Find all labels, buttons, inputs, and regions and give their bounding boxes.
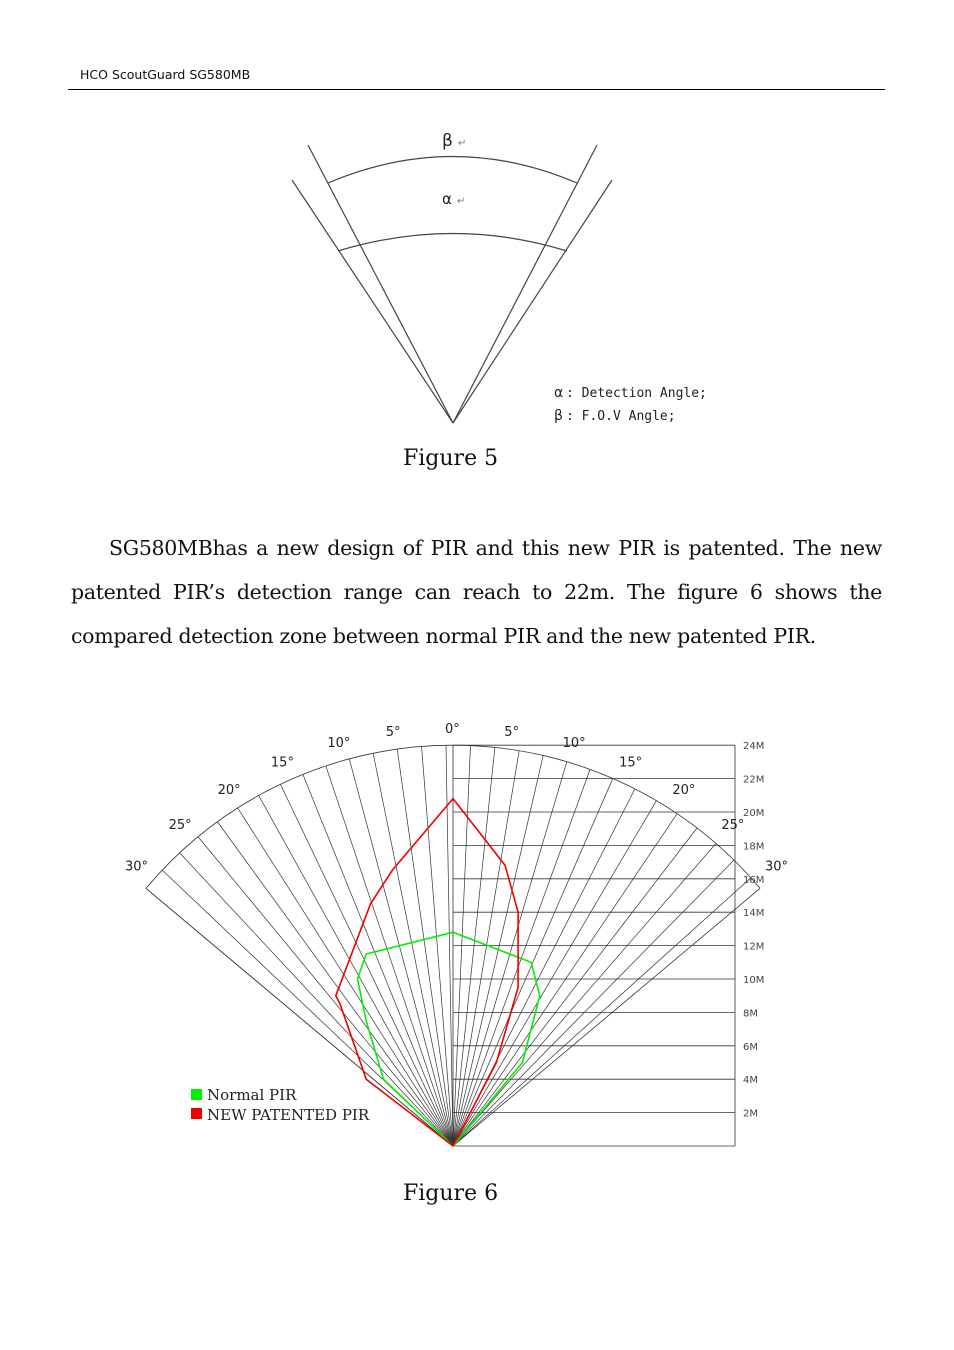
angle-label: 5° [504,724,519,740]
alpha-return-mark: ↵ [457,196,466,207]
radial-line [280,784,453,1146]
radial-line [453,751,519,1146]
angle-label: 25° [168,817,192,833]
angle-label: 15° [619,755,643,771]
angle-label: 25° [721,817,745,833]
alpha-symbol: α [442,190,452,208]
detection-left-line [308,145,453,423]
distance-label: 8M [743,1008,758,1020]
angle-label: 15° [270,755,294,771]
legend-beta-symbol: β [554,408,563,424]
distance-label: 12M [743,941,765,953]
distance-label: 24M [743,741,765,753]
radial-line [303,774,453,1146]
beta-symbol: β [442,131,453,151]
inner-arc [338,234,567,252]
header-title: HCO ScoutGuard SG580MB [80,67,251,82]
radial-line [453,814,677,1146]
detection-right-line [453,145,597,423]
distance-label: 16M [743,874,765,886]
radial-line [453,844,716,1146]
distance-label: 2M [743,1108,758,1120]
legend-label-patented: NEW PATENTED PIR [207,1106,370,1124]
distance-label: 10M [743,975,765,986]
figure-5-caption: Figure 5 [403,446,499,471]
angle-label: 20° [672,782,696,798]
series-patented-pir [336,799,518,1146]
radial-line [453,778,613,1146]
legend-beta-text: : F.O.V Angle; [566,409,676,424]
figure-5-diagram [270,118,730,438]
legend-alpha-text: : Detection Angle; [566,386,707,401]
legend-swatch-normal [191,1089,202,1100]
figure-6-chart [124,722,789,1154]
sector-edge-right [453,888,760,1146]
distance-label: 18M [743,841,765,853]
distance-label: 6M [743,1041,758,1053]
angle-label: 10° [562,735,586,751]
distance-label: 14M [743,908,765,920]
body-paragraph: SG580MBhas a new design of PIR and this new PIR is patented. The new patented PIR’s detection range can reach to 22m. The figure 6 shows the compared detection zone between normal PIR and the new patented PIR. [71,536,882,648]
distance-label: 22M [743,774,765,786]
beta-return-mark: ↵ [458,138,467,149]
legend-swatch-patented [191,1108,202,1119]
angle-label: 30° [124,859,149,875]
distance-label: 4M [743,1075,758,1087]
legend-label-normal: Normal PIR [207,1086,297,1104]
angle-label: 20° [217,782,241,798]
figure-6-caption: Figure 6 [403,1181,499,1206]
radial-line [453,878,751,1146]
angle-label: 5° [385,724,401,740]
angle-label: 30° [765,859,789,875]
angle-label: 10° [327,735,351,751]
legend-alpha-symbol: α [554,385,564,401]
distance-label: 20M [743,808,765,819]
radial-line [326,766,453,1146]
fov-left-line [292,180,453,423]
outer-arc [328,157,577,184]
header-rule [68,89,885,90]
angle-label: 0° [445,722,460,738]
